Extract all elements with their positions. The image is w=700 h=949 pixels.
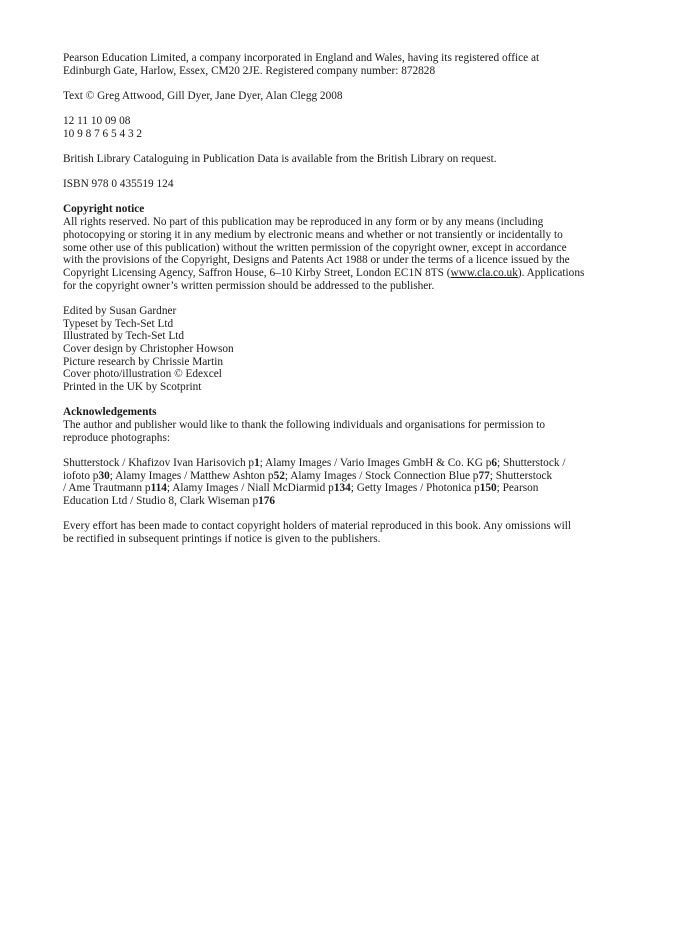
photo-credit-line: Education Ltd / Studio 8, Clark Wiseman p176	[63, 494, 276, 507]
closing-line: Every effort has been made to contact copyright holders of material reproduced in this book. Any omissions will	[63, 520, 572, 533]
page-number: 52	[273, 469, 285, 482]
photo-credit-line: Shutterstock / Khafizov Ivan Harisovich p1; Alamy Images / Vario Images GmbH & Co. KG p6; Shutterstock /	[63, 456, 566, 469]
page-number: 114	[150, 482, 167, 495]
copyright-notice-heading: Copyright notice	[63, 203, 145, 216]
photo-credit-line: iofoto p30; Alamy Images / Matthew Ashton p52; Alamy Images / Stock Connection Blue p77; Shutterstock	[63, 469, 553, 482]
isbn: ISBN 978 0 435519 124	[63, 178, 174, 191]
credit-line: Typeset by Tech-Set Ltd	[63, 317, 174, 330]
credit-line: Cover photo/illustration © Edexcel	[63, 368, 222, 381]
notice-line: photocopying or storing it in any medium by electronic means and whether or not transiently or incidentally to	[63, 228, 563, 241]
page-number: 1	[254, 456, 260, 469]
publisher-line: Pearson Education Limited, a company incorporated in England and Wales, having its registered office at	[63, 52, 540, 64]
page-number: 176	[258, 494, 276, 507]
page-number: 134	[333, 482, 351, 495]
publisher-line: Edinburgh Gate, Harlow, Essex, CM20 2JE. Registered company number: 872828	[63, 64, 436, 77]
cataloguing-statement: British Library Cataloguing in Publication Data is available from the British Library on request.	[63, 153, 497, 166]
page-number: 30	[98, 469, 110, 482]
notice-line: All rights reserved. No part of this publication may be reproduced in any form or by any means (including	[63, 216, 544, 229]
page-number: 150	[479, 482, 497, 495]
credit-line: Edited by Susan Gardner	[63, 304, 177, 317]
publisher-statement	[63, 52, 623, 77]
closing-statement	[63, 520, 623, 545]
print-line: 10 9 8 7 6 5 4 3 2	[63, 127, 143, 140]
acknowledgements	[63, 406, 623, 444]
ack-intro-line: The author and publisher would like to thank the following individuals and organisations for permission to	[63, 418, 546, 431]
notice-line: with the provisions of the Copyright, Designs and Patents Act 1988 or under the terms of a licence issued by the	[63, 254, 570, 267]
photo-credits	[63, 457, 623, 508]
notice-line: Copyright Licensing Agency, Saffron House, 6–10 Kirby Street, London EC1N 8TS (www.cla.co.uk). Applications	[63, 266, 585, 279]
production-credits	[63, 305, 623, 394]
copyright-page	[63, 52, 623, 558]
notice-line: some other use of this publication) without the written permission of the copyright owner, except in accordance	[63, 241, 567, 254]
cla-link[interactable]: www.cla.co.uk	[450, 266, 518, 279]
credit-line: Cover design by Christopher Howson	[63, 342, 234, 355]
photo-credit-line: / Ame Trautmann p114; Alamy Images / Niall McDiarmid p134; Getty Images / Photonica p150; Pearson	[63, 482, 539, 495]
credit-line: Picture research by Chrissie Martin	[63, 355, 223, 368]
acknowledgements-heading: Acknowledgements	[63, 406, 157, 419]
credit-line: Printed in the UK by Scotprint	[63, 381, 202, 394]
text-copyright: Text © Greg Attwood, Gill Dyer, Jane Dyer, Alan Clegg 2008	[63, 89, 343, 102]
credit-line: Illustrated by Tech-Set Ltd	[63, 330, 185, 343]
ack-intro-line: reproduce photographs:	[63, 431, 170, 444]
closing-line: be rectified in subsequent printings if notice is given to the publishers.	[63, 532, 381, 545]
page-number: 77	[478, 469, 490, 482]
copyright-notice	[63, 203, 623, 292]
notice-line: for the copyright owner’s written permission should be addressed to the publisher.	[63, 279, 435, 292]
print-run	[63, 115, 623, 140]
print-line: 12 11 10 09 08	[63, 115, 131, 128]
page-number: 6	[491, 456, 498, 469]
